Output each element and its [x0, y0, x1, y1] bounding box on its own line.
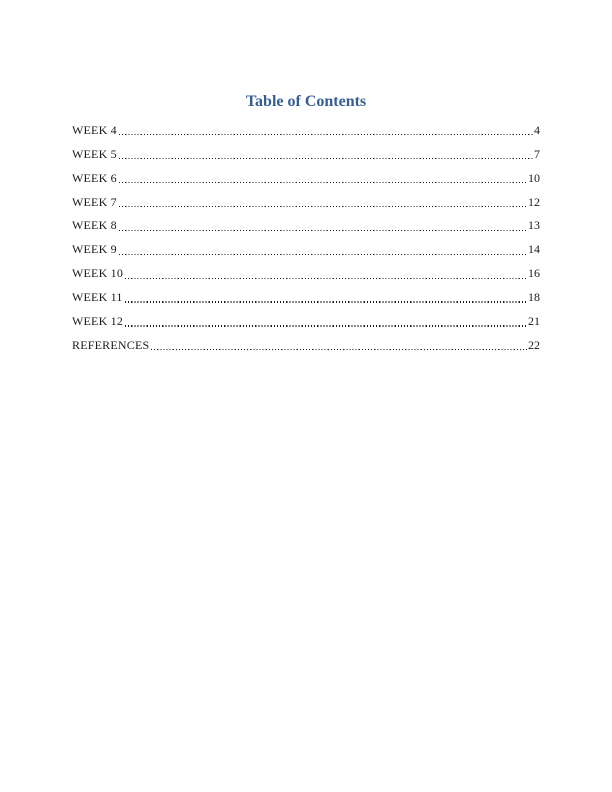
- toc-dot-leader: [119, 206, 527, 207]
- toc-entry-page-number[interactable]: 13: [528, 218, 540, 233]
- toc-dot-leader: [119, 254, 527, 255]
- toc-entry-label[interactable]: WEEK 4: [72, 122, 117, 137]
- toc-entry-label[interactable]: WEEK 6: [72, 170, 117, 185]
- toc-entry-page-number[interactable]: 21: [528, 314, 540, 329]
- toc-entry[interactable]: [72, 333, 540, 357]
- toc-entry-label[interactable]: WEEK 11: [72, 290, 123, 305]
- toc-entry-page-number[interactable]: 14: [528, 242, 540, 257]
- toc-section: [72, 93, 540, 357]
- toc-entry[interactable]: [72, 142, 540, 166]
- toc-dot-leader: [119, 134, 533, 135]
- toc-entry-label[interactable]: WEEK 12: [72, 314, 124, 329]
- toc-entry[interactable]: [72, 285, 540, 309]
- toc-entry[interactable]: [72, 237, 540, 261]
- toc-entry-page-number[interactable]: 12: [528, 194, 540, 209]
- toc-dot-leader: [119, 230, 527, 231]
- toc-entry-label[interactable]: WEEK 10: [72, 266, 124, 281]
- toc-entry[interactable]: [72, 214, 540, 238]
- toc-dot-leader: [151, 349, 527, 350]
- toc-dot-leader: [125, 301, 527, 302]
- toc-list: [72, 118, 540, 357]
- toc-entry-label[interactable]: REFERENCES: [72, 337, 150, 352]
- toc-dot-leader: [119, 182, 527, 183]
- toc-entry[interactable]: [72, 118, 540, 142]
- toc-title: Table of Contents: [245, 93, 367, 110]
- toc-entry-page-number[interactable]: 4: [534, 122, 540, 137]
- toc-entry[interactable]: [72, 261, 540, 285]
- toc-dot-leader: [125, 325, 527, 326]
- toc-entry[interactable]: [72, 190, 540, 214]
- toc-entry-label[interactable]: WEEK 7: [72, 194, 117, 209]
- toc-dot-leader: [125, 278, 527, 279]
- toc-entry-page-number[interactable]: 18: [528, 290, 540, 305]
- toc-entry-label[interactable]: WEEK 5: [72, 146, 117, 161]
- toc-entry-page-number[interactable]: 7: [534, 146, 540, 161]
- toc-entry-page-number[interactable]: 22: [528, 337, 540, 352]
- toc-entry[interactable]: [72, 309, 540, 333]
- toc-entry[interactable]: [72, 166, 540, 190]
- toc-entry-label[interactable]: WEEK 8: [72, 218, 117, 233]
- toc-entry-label[interactable]: WEEK 9: [72, 242, 117, 257]
- toc-entry-page-number[interactable]: 10: [528, 170, 540, 185]
- toc-dot-leader: [119, 158, 533, 159]
- toc-entry-page-number[interactable]: 16: [528, 266, 540, 281]
